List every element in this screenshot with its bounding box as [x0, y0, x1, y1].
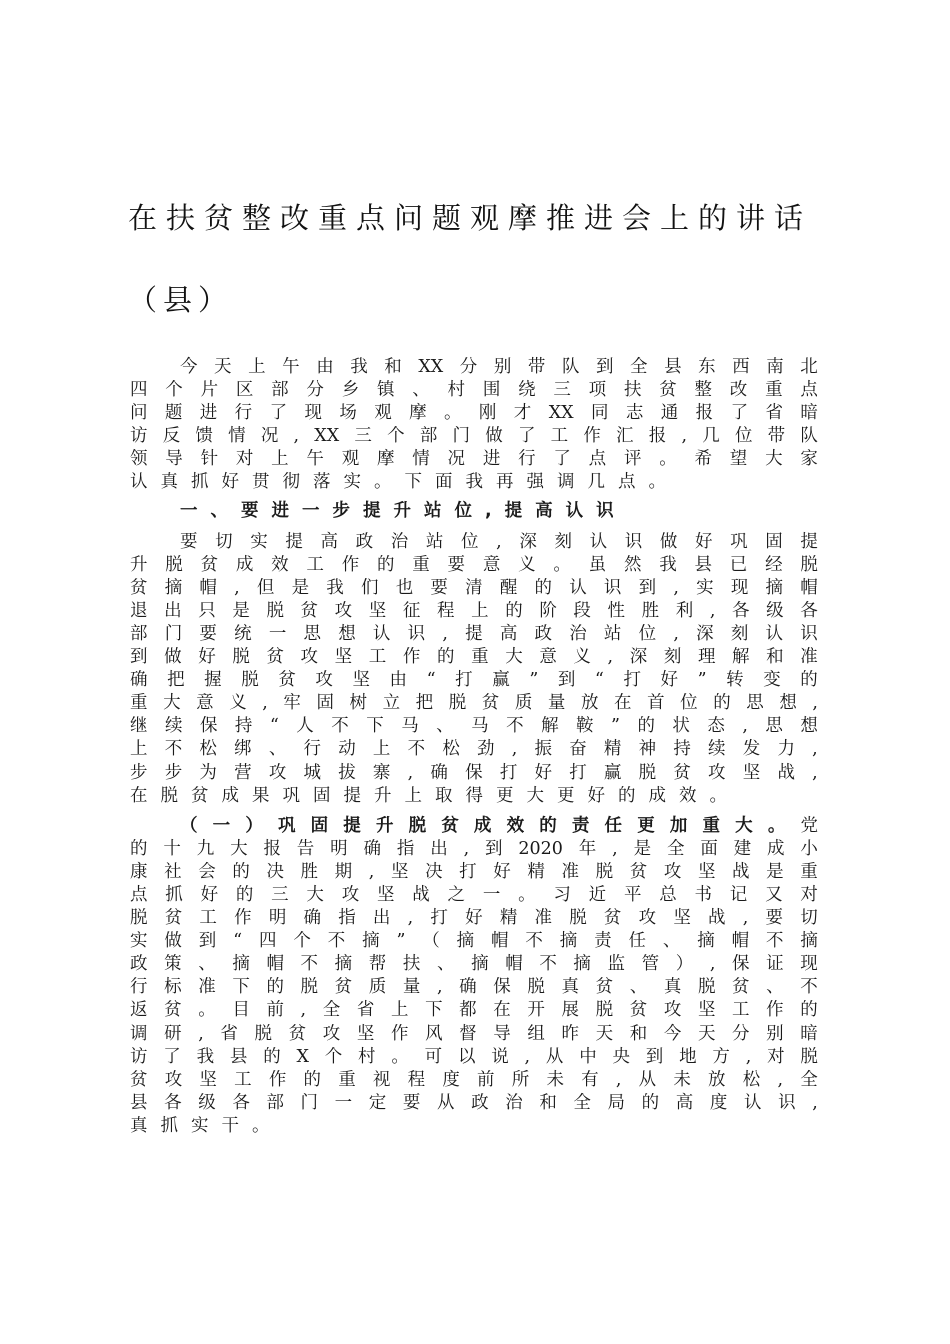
document-body — [130, 356, 818, 1138]
text-line: 问 题 进 行 了 现 场 观 摩 。 刚 才 XX 同 志 通 报 了 省 暗 — [130, 403, 818, 424]
text-line: 调 研 , 省 脱 贫 攻 坚 作 风 督 导 组 昨 天 和 今 天 分 别 暗 — [130, 1023, 818, 1044]
text-line: 退 出 只 是 脱 贫 攻 坚 征 程 上 的 阶 段 性 胜 利 , 各 级 各 — [130, 600, 818, 621]
text-line: 实 做 到 “ 四 个 不 摘 ” （ 摘 帽 不 摘 责 任 、 摘 帽 不 摘 — [130, 931, 818, 952]
text-line: 要 切 实 提 高 政 治 站 位 , 深 刻 认 识 做 好 巩 固 提 — [180, 531, 818, 552]
text-line: 继 续 保 持 “ 人 不 下 马 、 马 不 解 鞍 ” 的 状 态 , 思 想 — [130, 716, 818, 737]
text-line: 访 了 我 县 的 X 个 村 。 可 以 说 , 从 中 央 到 地 方 , 对 脱 — [130, 1046, 818, 1067]
document-title: 在扶贫整改重点问题观摩推进会上的讲话 — [128, 201, 813, 235]
text-line: 四 个 片 区 部 分 乡 镇 、 村 围 绕 三 项 扶 贫 整 改 重 点 — [130, 380, 818, 401]
text-line: 政 策 、 摘 帽 不 摘 帮 扶 、 摘 帽 不 摘 监 管 ） , 保 证 现 — [130, 954, 818, 975]
text-line: 今 天 上 午 由 我 和 XX 分 别 带 队 到 全 县 东 西 南 北 — [180, 357, 818, 377]
text-line: 升 脱 贫 成 效 工 作 的 重 要 意 义 。 虽 然 我 县 已 经 脱 — [130, 554, 818, 575]
text-line: 行 标 准 下 的 脱 贫 质 量 , 确 保 脱 真 贫 、 真 脱 贫 、 不 — [130, 977, 818, 998]
section-heading: 一、要进一步提升站位,提高认识 — [180, 500, 627, 521]
text-line: 重 大 意 义 , 牢 固 树 立 把 脱 贫 质 量 放 在 首 位 的 思 想 , — [130, 693, 818, 714]
text-line: 步 步 为 营 攻 城 拔 寨 , 确 保 打 好 打 赢 脱 贫 攻 坚 战 , — [130, 762, 818, 783]
document-subtitle: （县） — [128, 283, 234, 317]
text-line: 贫 摘 帽 , 但 是 我 们 也 要 清 醒 的 认 识 到 , 实 现 摘 帽 — [130, 577, 818, 598]
text-line: 的 十 九 大 报 告 明 确 指 出 , 到 2020 年 , 是 全 面 建 成 小 — [130, 838, 818, 859]
text-line: 访 反 馈 情 况 , XX 三 个 部 门 做 了 工 作 汇 报 , 几 位 带 队 — [130, 426, 818, 447]
text-line: 贫 攻 坚 工 作 的 重 视 程 度 前 所 未 有 , 从 未 放 松 , 全 — [130, 1069, 818, 1090]
text-line: 点 抓 好 的 三 大 攻 坚 战 之 一 。 习 近 平 总 书 记 又 对 — [130, 884, 818, 905]
text-line: 返 贫 。 目 前 , 全 省 上 下 都 在 开 展 脱 贫 攻 坚 工 作 的 — [130, 1000, 818, 1021]
text-line: 认 真 抓 好 贯 彻 落 实 。 下 面 我 再 强 调 几 点 。 — [130, 472, 666, 493]
text-line: 确 把 握 脱 贫 攻 坚 由 “ 打 赢 ” 到 “ 打 好 ” 转 变 的 — [130, 670, 818, 691]
text-line: 部 门 要 统 一 思 想 认 识 , 提 高 政 治 站 位 , 深 刻 认 识 — [130, 623, 818, 644]
text-line: 在 脱 贫 成 果 巩 固 提 升 上 取 得 更 大 更 好 的 成 效 。 — [130, 785, 727, 806]
text-line: 康 社 会 的 决 胜 期 , 坚 决 打 好 精 准 脱 贫 攻 坚 战 是 重 — [130, 861, 818, 882]
text-line: 上 不 松 绑 、 行 动 上 不 松 劲 , 振 奋 精 神 持 续 发 力 , — [130, 739, 818, 760]
text-line: 到 做 好 脱 贫 攻 坚 工 作 的 重 大 意 义 , 深 刻 理 解 和 准 — [130, 647, 818, 668]
text-line: 脱 贫 工 作 明 确 指 出 , 打 好 精 准 脱 贫 攻 坚 战 , 要 切 — [130, 908, 818, 929]
text-line: 真 抓 实 干 。 — [130, 1115, 270, 1136]
subsection-heading-line: （ 一 ） 巩 固 提 升 脱 贫 成 效 的 责 任 更 加 重 大 。 党 — [180, 815, 818, 836]
text-line: 县 各 级 各 部 门 一 定 要 从 政 治 和 全 局 的 高 度 认 识 , — [130, 1092, 818, 1113]
text-line: 领 导 针 对 上 午 观 摩 情 况 进 行 了 点 评 。 希 望 大 家 — [130, 449, 818, 470]
